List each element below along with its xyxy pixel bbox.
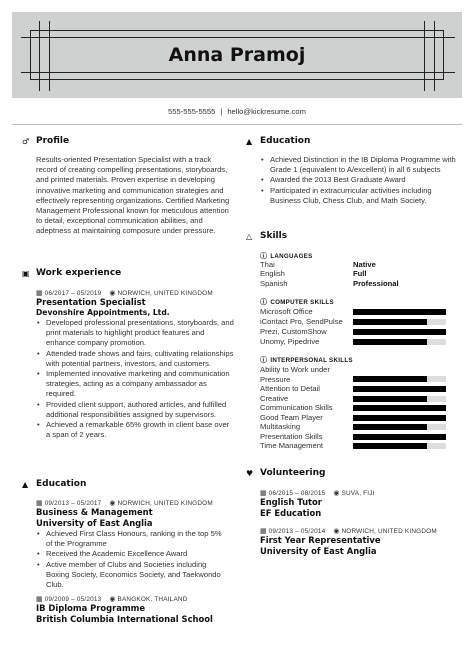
calendar-icon: ▦ bbox=[36, 596, 43, 603]
skill-row: Multitasking bbox=[260, 422, 301, 431]
education-meta: ▦ 09/2009 – 05/2013 ◉ BANGKOK, THAILAND bbox=[36, 595, 188, 603]
profile-heading: ♂ Profile bbox=[22, 136, 70, 146]
education-heading: ▲ Education bbox=[22, 479, 87, 489]
contact-separator: | bbox=[220, 107, 223, 116]
volunteer-org: University of East Anglia bbox=[260, 546, 377, 556]
skill-row: Unomy, Pipedrive bbox=[260, 337, 320, 346]
calendar-icon: ▦ bbox=[260, 490, 267, 497]
skill-row: Presentation Skills bbox=[260, 432, 323, 441]
list-item: • Achieved Distinction in the IB Diploma Programme with Grade 1 (equivalent to A/excellent) in all 6 subjects bbox=[260, 155, 460, 175]
languages-subheading: ⓘ LANGUAGES bbox=[260, 252, 313, 260]
heart-icon: ♥ bbox=[246, 468, 254, 478]
email: hello@kickresume.com bbox=[227, 107, 306, 116]
skill-bar bbox=[353, 443, 446, 449]
info-icon: ⓘ bbox=[260, 299, 268, 306]
education-heading-right: ▲ Education bbox=[246, 136, 311, 146]
education-bullets bbox=[36, 529, 226, 590]
list-item: • Implemented innovative marketing and communication strategies, acting as a company ambassador as required. bbox=[36, 369, 234, 400]
skill-row: Attention to Detail bbox=[260, 384, 320, 393]
skill-row: Ability to Work under Pressure bbox=[260, 365, 330, 384]
skill-bar bbox=[353, 386, 446, 392]
list-item: • Participated in extracurricular activities including Business Club, Chess Club, and Math Society. bbox=[260, 186, 460, 206]
language-row: Thai Native bbox=[260, 260, 376, 269]
graduation-cap-icon: ▲ bbox=[22, 479, 29, 489]
skill-bar bbox=[353, 415, 446, 421]
location-pin-icon: ◉ bbox=[109, 290, 116, 297]
location-pin-icon: ◉ bbox=[333, 490, 340, 497]
phone: 555-555-5555 bbox=[168, 107, 216, 116]
candidate-name: Anna Pramoj bbox=[168, 44, 306, 66]
info-icon: ⓘ bbox=[260, 357, 268, 364]
graduation-cap-icon: ▲ bbox=[246, 136, 253, 146]
degree-title: Business & Management bbox=[36, 507, 153, 517]
list-item: • Awarded the 2013 Best Graduate Award bbox=[260, 175, 460, 185]
list-item: • Attended trade shows and fairs, cultivating relationships with potential partners, investors, and customers. bbox=[36, 349, 234, 369]
job-title: Presentation Specialist bbox=[36, 297, 146, 307]
education-right-bullets bbox=[260, 155, 460, 206]
volunteer-meta: ▦ 09/2013 – 05/2014 ◉ NORWICH, UNITED KINGDOM bbox=[260, 527, 437, 535]
header-divider bbox=[12, 124, 462, 125]
skill-row: Microsoft Office bbox=[260, 307, 313, 316]
person-icon: ♂ bbox=[22, 136, 30, 146]
job-bullets bbox=[36, 318, 234, 440]
skill-row: Creative bbox=[260, 394, 289, 403]
interpersonal-skills-subheading: ⓘ INTERPERSONAL SKILLS bbox=[260, 356, 353, 364]
list-item: • Developed professional presentations, storyboards, and print materials to highlight product features and enhance company promotion. bbox=[36, 318, 234, 349]
calendar-icon: ▦ bbox=[36, 500, 43, 507]
volunteer-role: First Year Representative bbox=[260, 535, 381, 545]
skill-bar bbox=[353, 319, 446, 325]
skill-row: iContact Pro, SendPulse bbox=[260, 317, 343, 326]
skill-bar bbox=[353, 329, 446, 335]
location-pin-icon: ◉ bbox=[109, 500, 116, 507]
skill-bar bbox=[353, 396, 446, 402]
skill-row: Good Team Player bbox=[260, 413, 323, 422]
volunteer-meta: ▦ 06/2015 – 08/2015 ◉ SUVA, FIJI bbox=[260, 489, 375, 497]
skills-heading: △ Skills bbox=[246, 231, 288, 241]
briefcase-icon: ▣ bbox=[22, 268, 30, 278]
skill-row: Communication Skills bbox=[260, 403, 333, 412]
skill-bar bbox=[353, 339, 446, 345]
computer-skills-subheading: ⓘ COMPUTER SKILLS bbox=[260, 298, 334, 306]
school-name: British Columbia International School bbox=[36, 614, 213, 624]
skill-bar bbox=[353, 424, 446, 430]
calendar-icon: ▦ bbox=[260, 528, 267, 535]
job-company: Devonshire Appointments, Ltd. bbox=[36, 308, 170, 317]
volunteering-heading: ♥ Volunteering bbox=[246, 468, 326, 478]
skill-bar bbox=[353, 405, 446, 411]
skill-bar bbox=[353, 309, 446, 315]
education-meta: ▦ 09/2013 – 05/2017 ◉ NORWICH, UNITED KINGDOM bbox=[36, 499, 213, 507]
list-item: • Received the Academic Excellence Award bbox=[36, 549, 226, 559]
list-item: • Achieved First Class Honours, ranking in the top 5% of the Programme bbox=[36, 529, 226, 549]
contact-line bbox=[0, 107, 474, 116]
profile-text: Results-oriented Presentation Specialist with a track record of creating compelling presentations, storyboards, and printed materials. Proven expertise in developing innovative marketing and communication strategies and effectively representing organizations. Certified Marketing Management Professional known for meticulous attention to detail, exceptional communication abilities, and adeptness at maintaining composure under pressure. bbox=[36, 155, 230, 236]
language-row: Spanish Professional bbox=[260, 279, 399, 288]
skill-bar bbox=[353, 434, 446, 440]
language-row: English Full bbox=[260, 269, 367, 278]
school-name: University of East Anglia bbox=[36, 518, 153, 528]
list-item: • Provided client support, authored articles, and fulfilled additional responsibilities assigned by supervisors. bbox=[36, 400, 234, 420]
calendar-icon: ▦ bbox=[36, 290, 43, 297]
skill-bar bbox=[353, 376, 446, 382]
list-item: • Achieved a remarkable 65% growth in client base over a span of 2 years. bbox=[36, 420, 234, 440]
job-meta: ▦ 06/2017 – 05/2019 ◉ NORWICH, UNITED KINGDOM bbox=[36, 289, 213, 297]
volunteer-org: EF Education bbox=[260, 508, 322, 518]
info-icon: ⓘ bbox=[260, 253, 268, 260]
location-pin-icon: ◉ bbox=[333, 528, 340, 535]
work-heading: ▣ Work experience bbox=[22, 268, 122, 278]
flask-icon: △ bbox=[246, 231, 253, 241]
volunteer-role: English Tutor bbox=[260, 497, 322, 507]
skill-row: Prezi, CustomShow bbox=[260, 327, 327, 336]
list-item: • Active member of Clubs and Societies including Boxing Society, Economics Society, and Taekwondo Club. bbox=[36, 560, 226, 591]
degree-title: IB Diploma Programme bbox=[36, 603, 146, 613]
location-pin-icon: ◉ bbox=[109, 596, 116, 603]
skill-row: Time Management bbox=[260, 441, 324, 450]
